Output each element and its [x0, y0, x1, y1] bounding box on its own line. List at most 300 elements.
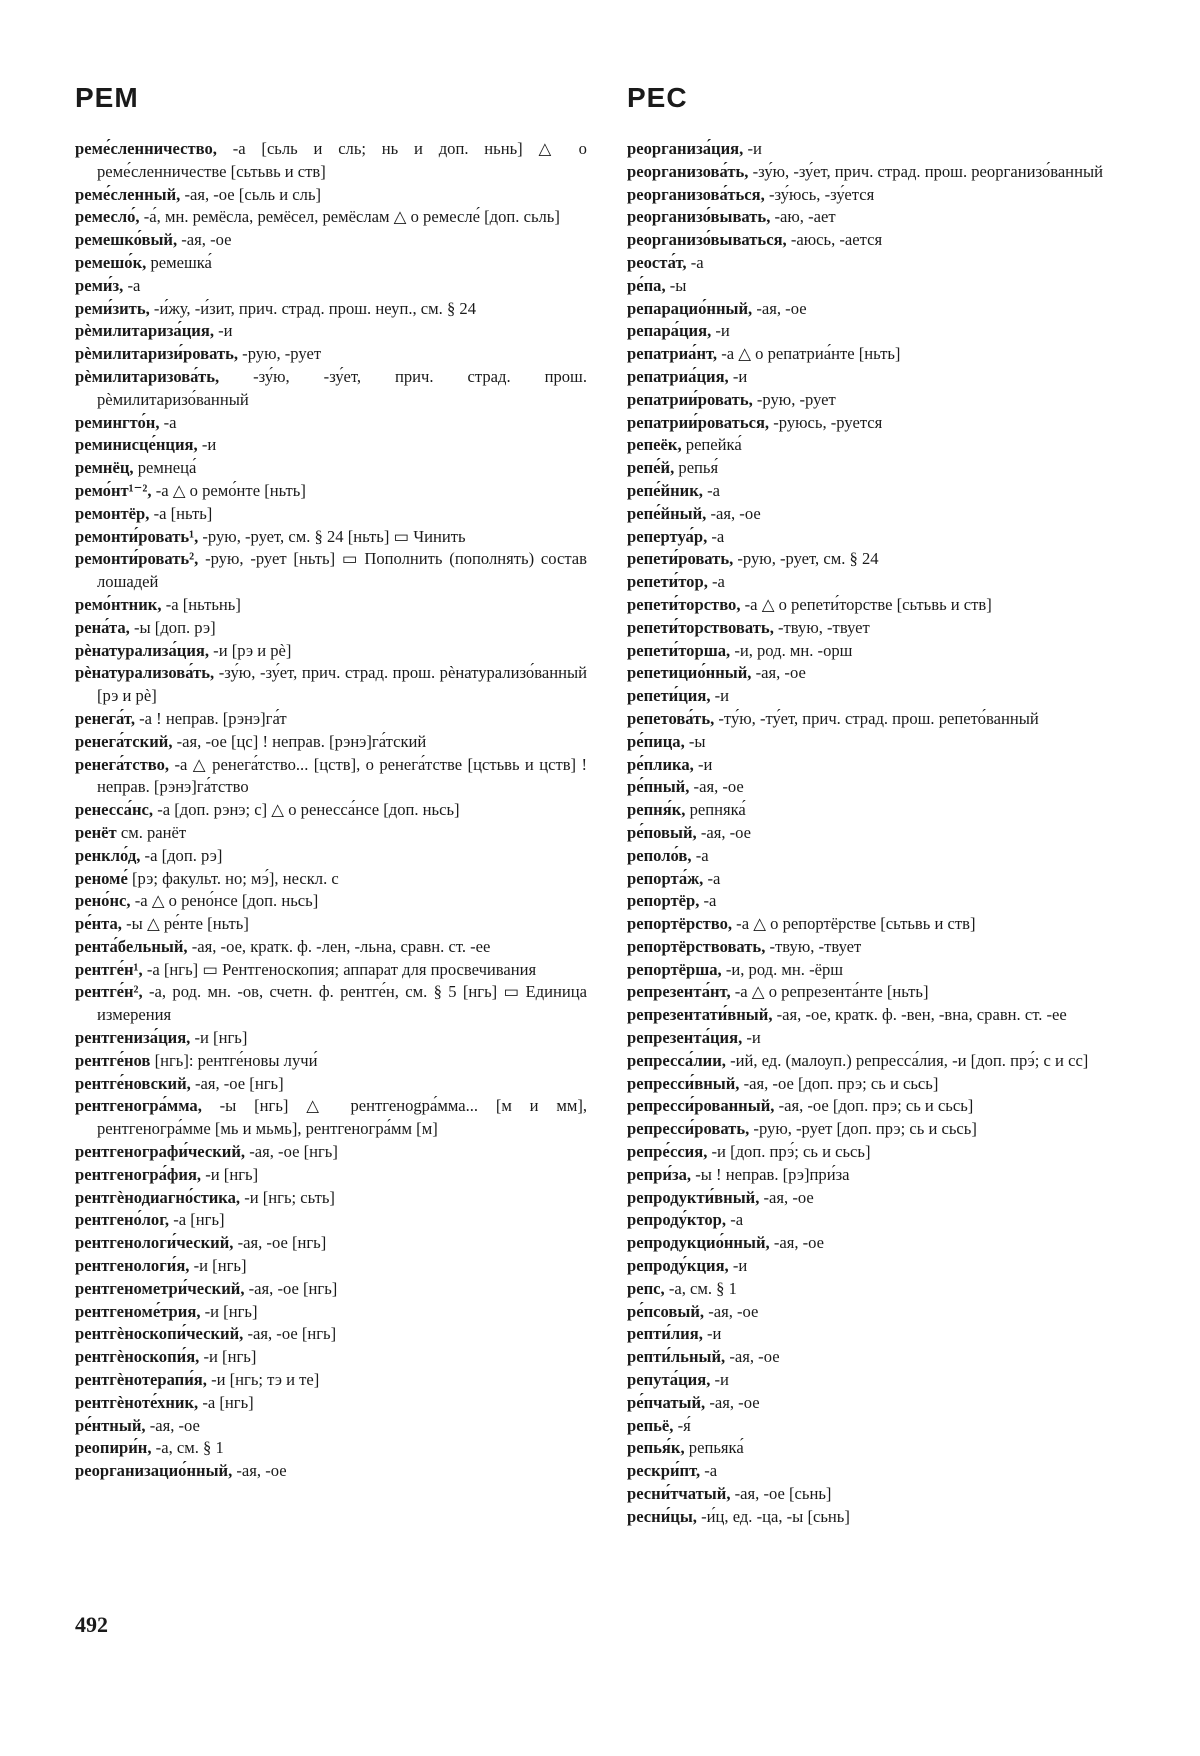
dictionary-entry [75, 1027, 587, 1050]
entry-grammar: -а [707, 868, 721, 888]
entry-headword: реорганизова́ться, [627, 184, 765, 204]
entry-headword: репти́лия, [627, 1324, 703, 1344]
entry-grammar: -ая, -ое [нгь] [247, 1324, 337, 1344]
dictionary-entry [75, 548, 587, 594]
entry-headword: ремо́нтник, [75, 594, 162, 614]
entry-headword: рентгѐнодиагно́стика, [75, 1187, 241, 1207]
entry-headword: реме́сленничество, [75, 139, 217, 158]
entry-grammar: -и [доп. прэ́; сь и сьсь] [711, 1142, 871, 1162]
dictionary-entry [627, 571, 1139, 594]
dictionary-entry [75, 1460, 587, 1483]
entry-headword: репня́к, [627, 800, 686, 820]
dictionary-entry [75, 1255, 587, 1278]
entry-headword: репети́торство, [627, 594, 741, 614]
dictionary-entry [627, 389, 1139, 412]
entry-headword: рентгеноме́трия, [75, 1301, 201, 1321]
entry-headword: репродукцио́нный, [627, 1233, 770, 1253]
dictionary-entry [627, 845, 1139, 868]
entry-headword: ремешо́к, [75, 252, 147, 272]
dictionary-entry [75, 1073, 587, 1096]
entry-grammar: -а [ньтьнь] [165, 594, 241, 614]
dictionary-entry [627, 526, 1139, 549]
entry-grammar: -ая, -ое [755, 663, 806, 683]
entry-headword: ренёт [75, 822, 117, 842]
entry-headword: реноме́ [75, 868, 128, 888]
entry-headword: рена́та, [75, 617, 130, 637]
entry-grammar: -а [704, 1461, 718, 1481]
dictionary-entry [75, 1301, 587, 1324]
entry-grammar: -а [695, 845, 709, 865]
dictionary-entry [627, 1323, 1139, 1346]
dictionary-entry [627, 1506, 1139, 1529]
entry-headword: репети́ровать, [627, 549, 734, 569]
entry-headword: репара́ция, [627, 321, 712, 341]
dictionary-entry [75, 913, 587, 936]
entry-headword: репресса́лии, [627, 1050, 726, 1070]
entry-grammar: -руюсь, -руется [773, 412, 883, 432]
dictionary-entry [627, 184, 1139, 207]
dictionary-entry [627, 617, 1139, 640]
entry-grammar: -ая, -ое [доп. прэ; сь и сьсь] [778, 1096, 974, 1116]
entry-grammar: -зу́ю, -зу́ет, прич. страд. прош. реорганизо́ванный [752, 161, 1103, 181]
entry-grammar: -и [746, 1028, 761, 1048]
entry-grammar: репняка́ [689, 800, 746, 820]
entry-grammar: -и [697, 754, 713, 774]
entry-grammar: репьяка́ [688, 1438, 744, 1458]
entry-grammar: [нгь]: рентге́новы лучи́ [154, 1050, 318, 1070]
entry-headword: ремешко́вый, [75, 230, 178, 250]
entry-headword: ремо́нт¹⁻², [75, 480, 152, 500]
entry-grammar: -ая, -ое [нгь] [248, 1278, 338, 1298]
dictionary-entry [75, 1437, 587, 1460]
dictionary-entry [75, 936, 587, 959]
entry-grammar: -ая, -ое [729, 1347, 780, 1367]
entry-grammar: -а [доп. рэ] [144, 845, 223, 865]
dictionary-entry [75, 1141, 587, 1164]
dictionary-entry [627, 298, 1139, 321]
dictionary-entry [627, 799, 1139, 822]
entry-grammar: -и [218, 321, 233, 341]
dictionary-entry [627, 731, 1139, 754]
dictionary-entry [75, 1392, 587, 1415]
entry-headword: репортёр, [627, 891, 700, 911]
entry-grammar: -а [ньть] [153, 503, 213, 523]
entry-headword: ре́пчатый, [627, 1392, 706, 1412]
entry-grammar: -ы △ ре́нте [ньть] [126, 914, 249, 934]
entry-headword: репертуа́р, [627, 526, 708, 546]
entry-headword: рѐмилитаризова́ть, [75, 366, 220, 386]
left-column [75, 138, 587, 1483]
entry-grammar: -а [730, 1210, 744, 1230]
entry-headword: ре́пный, [627, 777, 690, 797]
dictionary-entry [627, 936, 1139, 959]
entry-headword: репроду́кция, [627, 1256, 729, 1276]
dictionary-entry [627, 1301, 1139, 1324]
entry-headword: рено́нс, [75, 891, 131, 911]
entry-grammar: -а [сьль и сль; нь и доп. ньнь] △ о реме́сленничестве [сьтьвь и ств] [97, 139, 587, 181]
entry-headword: рѐнатурализа́ция, [75, 640, 210, 660]
entry-headword: рентгениза́ция, [75, 1028, 191, 1048]
entry-headword: репорта́ж, [627, 868, 704, 888]
dictionary-entry [627, 1483, 1139, 1506]
dictionary-entry [75, 822, 587, 845]
entry-headword: репрезента́нт, [627, 982, 731, 1002]
entry-grammar: -рую, -рует, см. § 24 [737, 549, 879, 569]
entry-grammar: -ы [669, 275, 687, 295]
entry-grammar: -ая, -ое [цс] ! неправ. [рэнэ]га́тский [176, 731, 427, 751]
dictionary-entry [75, 754, 587, 800]
entry-grammar: -ая, -ое [181, 230, 232, 250]
entry-headword: рѐнатурализова́ть, [75, 663, 215, 683]
entry-grammar: -и [747, 139, 762, 158]
entry-grammar: -а, см. § 1 [155, 1438, 224, 1458]
dictionary-entry [627, 1141, 1139, 1164]
entry-grammar: -ая, -ое [708, 1301, 759, 1321]
entry-grammar: -и́ц, ед. -ца, -ы [сьнь] [701, 1506, 850, 1526]
dictionary-entry [627, 1118, 1139, 1141]
entry-headword: реоста́т, [627, 252, 687, 272]
entry-headword: репроду́ктор, [627, 1210, 727, 1230]
entry-headword: репута́ция, [627, 1370, 711, 1390]
entry-grammar: -а [690, 252, 704, 272]
entry-grammar: -а́, мн. ремёсла, ремёсел, ремёслам △ о ремесле́ [доп. сьль] [143, 207, 560, 227]
dictionary-entry [75, 1232, 587, 1255]
running-head-right: РЕС [627, 82, 688, 113]
dictionary-entry [627, 708, 1139, 731]
entry-headword: ренкло́д, [75, 845, 141, 865]
dictionary-entry [627, 890, 1139, 913]
dictionary-entry [75, 184, 587, 207]
entry-grammar: -ая, -ое [нгь] [194, 1073, 284, 1093]
dictionary-entry [627, 366, 1139, 389]
dictionary-entry [75, 343, 587, 366]
entry-grammar: -и [нгь] [194, 1028, 248, 1048]
entry-headword: реорганизо́вывать, [627, 207, 771, 227]
dictionary-entry [627, 822, 1139, 845]
dictionary-entry [627, 1073, 1139, 1096]
entry-headword: репети́торствовать, [627, 617, 774, 637]
entry-grammar: -ы [нгь] △ рентгенogра́мма... [м и мм], рентгеногра́мме [мь и мьмь], рентгеногра́мм [м] [97, 1096, 588, 1139]
entry-grammar: -а △ о репортёрстве [сьтьвь и ств] [736, 914, 976, 934]
entry-headword: ре́пица, [627, 731, 685, 751]
dictionary-entry [627, 1027, 1139, 1050]
dictionary-entry [75, 366, 587, 412]
entry-headword: репатриа́ция, [627, 366, 729, 386]
dictionary-entry [627, 1232, 1139, 1255]
entry-grammar: -и [715, 321, 730, 341]
entry-grammar: -ая, -ое [доп. прэ; сь и сьсь] [743, 1073, 939, 1093]
dictionary-entry [75, 1369, 587, 1392]
dictionary-entry [75, 412, 587, 435]
entry-grammar: -а [712, 572, 725, 592]
entry-headword: реме́сленный, [75, 184, 181, 204]
dictionary-entry [75, 526, 587, 549]
entry-headword: реорганизова́ть, [627, 161, 749, 181]
entry-headword: рентге́н², [75, 982, 143, 1002]
entry-grammar: -ий, ед. (малоуп.) репресса́лия, -и [доп. прэ́; с и сс] [730, 1050, 1089, 1070]
dictionary-entry [627, 548, 1139, 571]
dictionary-entry [627, 1095, 1139, 1118]
dictionary-entry [627, 981, 1139, 1004]
dictionary-entry [75, 503, 587, 526]
dictionary-entry [75, 457, 587, 480]
entry-headword: рентгѐнотерапи́я, [75, 1370, 207, 1390]
dictionary-entry [75, 138, 587, 184]
entry-grammar: -ая, -ое [709, 1392, 760, 1412]
entry-grammar: -и, род. мн. -орш [734, 640, 853, 660]
dictionary-entry [75, 1050, 587, 1073]
entry-grammar: -и [нгь; тэ и те] [211, 1370, 320, 1390]
entry-grammar: [рэ; факульт. но; мэ́], нескл. с [131, 868, 339, 888]
dictionary-entry [627, 868, 1139, 891]
dictionary-entry [627, 434, 1139, 457]
entry-headword: ре́повый, [627, 822, 697, 842]
dictionary-entry [75, 298, 587, 321]
entry-headword: ре́плика, [627, 754, 694, 774]
entry-grammar: -я́ [677, 1415, 691, 1435]
dictionary-entry [627, 457, 1139, 480]
dictionary-entry [627, 206, 1139, 229]
dictionary-entry [75, 594, 587, 617]
entry-headword: ремонти́ровать², [75, 549, 199, 569]
entry-grammar: -и, род. мн. -ёрш [725, 959, 844, 979]
entry-grammar: -а △ о репрезента́нте [ньть] [734, 982, 929, 1002]
dictionary-entry [627, 1004, 1139, 1027]
dictionary-entry [75, 617, 587, 640]
entry-grammar: -ая, -ое [236, 1461, 287, 1481]
entry-headword: рентгеногра́фия, [75, 1164, 202, 1184]
entry-grammar: -и [нгь] [204, 1301, 258, 1321]
entry-headword: репс, [627, 1278, 665, 1298]
entry-grammar: -а [163, 412, 177, 432]
entry-grammar: -зу́юсь, -зу́ется [768, 184, 875, 204]
entry-grammar: -и [714, 686, 730, 706]
dictionary-entry [627, 1392, 1139, 1415]
dictionary-entry [627, 662, 1139, 685]
entry-headword: ренега́тство, [75, 754, 170, 774]
entry-headword: репатриа́нт, [627, 344, 718, 364]
entry-headword: репе́й, [627, 458, 675, 478]
entry-headword: рентге́н¹, [75, 959, 143, 979]
entry-grammar: -а ! неправ. [рэнэ]га́т [139, 708, 287, 728]
entry-grammar: -и́жу, -и́зит, прич. страд. прош. неуп., см. § 24 [153, 298, 476, 318]
entry-grammar: -рую, -рует [доп. прэ; сь и сьсь] [753, 1119, 977, 1139]
entry-grammar: -зу́ю, -зу́ет, прич. страд. прош. рѐмилитаризо́ванный [97, 366, 587, 409]
dictionary-entry [627, 640, 1139, 663]
entry-headword: ресни́цы, [627, 1506, 697, 1526]
entry-grammar: -ту́ю, -ту́ет, прич. страд. прош. репето́ванный [718, 708, 1039, 728]
entry-grammar: репейка́ [685, 435, 742, 455]
dictionary-entry [75, 434, 587, 457]
entry-grammar: -ая, -ое [763, 1187, 814, 1207]
entry-grammar: -аюсь, -ается [790, 230, 883, 250]
entry-grammar: -а △ о ремо́нте [ньть] [155, 480, 306, 500]
dictionary-entry [75, 1346, 587, 1369]
entry-headword: репеёк, [627, 435, 682, 455]
dictionary-entry [627, 161, 1139, 184]
entry-grammar: -рую, -рует [ньть] ▭ Пополнить (пополнять) состав лошадей [97, 549, 587, 592]
dictionary-entry [75, 1415, 587, 1438]
dictionary-entry [627, 343, 1139, 366]
entry-headword: репортёрство, [627, 914, 733, 934]
dictionary-entry [75, 868, 587, 891]
entry-headword: репатрии́роваться, [627, 412, 770, 432]
entry-headword: репарацио́нный, [627, 298, 753, 318]
entry-grammar: -а △ о репети́торстве [сьтьвь и ств] [744, 594, 992, 614]
entry-headword: рентгенометри́ческий, [75, 1278, 245, 1298]
dictionary-entry [627, 1460, 1139, 1483]
dictionary-entry [75, 1278, 587, 1301]
entry-grammar: -и [714, 1370, 729, 1390]
dictionary-entry [75, 206, 587, 229]
dictionary-entry [75, 662, 587, 708]
entry-grammar: -а [127, 275, 141, 295]
dictionary-entry [75, 480, 587, 503]
entry-grammar: -а △ о репатриа́нте [ньть] [721, 344, 901, 364]
page-number: 492 [75, 1612, 108, 1637]
entry-grammar: -а [доп. рэнэ; с] △ о ренесса́нсе [доп. ньсь] [157, 800, 460, 820]
dictionary-entry [75, 1323, 587, 1346]
dictionary-entry [75, 1095, 587, 1141]
entry-headword: ремингто́н, [75, 412, 160, 432]
entry-headword: репьё, [627, 1415, 674, 1435]
dictionary-entry [627, 1209, 1139, 1232]
entry-grammar: -ая, -ое [756, 298, 807, 318]
entry-grammar: -ая, -ое [693, 777, 744, 797]
entry-headword: репети́ция, [627, 686, 711, 706]
entry-grammar: -и [нгь; сьть] [244, 1187, 335, 1207]
dictionary-entry [627, 959, 1139, 982]
entry-grammar: -ая, -ое [773, 1233, 825, 1253]
entry-grammar: -ая, -ое, кратк. ф. -вен, -вна, сравн. ст. -ее [776, 1005, 1067, 1025]
entry-grammar: репья́ [678, 458, 719, 478]
entry-headword: репрезента́ция, [627, 1028, 743, 1048]
entry-headword: реми́з, [75, 275, 124, 295]
entry-headword: рѐмилитариза́ция, [75, 321, 214, 341]
dictionary-entry [627, 1369, 1139, 1392]
dictionary-entry [75, 1187, 587, 1210]
entry-grammar: -ая, -ое [700, 822, 752, 842]
entry-headword: рентгенологи́ческий, [75, 1233, 234, 1253]
dictionary-entry [627, 776, 1139, 799]
entry-grammar: -ая, -ое [710, 503, 761, 523]
entry-headword: ре́нта, [75, 914, 122, 934]
entry-headword: репетова́ть, [627, 708, 715, 728]
entry-grammar: -а [711, 526, 725, 546]
entry-grammar: -и [732, 366, 748, 386]
entry-grammar: -зу́ю, -зу́ет, прич. страд. прош. рѐнатурализо́ванный [рэ и рѐ] [97, 663, 587, 706]
entry-headword: репродукти́вный, [627, 1187, 760, 1207]
entry-grammar: -ая, -ое [нгь] [237, 1233, 327, 1253]
dictionary-entry [627, 594, 1139, 617]
entry-grammar: -рую, -рует [756, 389, 836, 409]
dictionary-entry [627, 480, 1139, 503]
entry-headword: ремесло́, [75, 207, 140, 227]
entry-headword: рентгенологи́я, [75, 1256, 190, 1276]
entry-headword: ре́нтный, [75, 1415, 146, 1435]
entry-headword: рента́бельный, [75, 936, 188, 956]
entry-headword: рентгѐноскопи́ческий, [75, 1324, 244, 1344]
entry-headword: рентгено́лог, [75, 1210, 170, 1230]
dictionary-entry [627, 229, 1139, 252]
entry-grammar: -и [нгь] [193, 1256, 247, 1276]
entry-headword: репети́торша, [627, 640, 731, 660]
dictionary-entry [75, 1209, 587, 1232]
entry-headword: рентгеногра́мма, [75, 1096, 202, 1116]
dictionary-entry [75, 981, 587, 1027]
dictionary-entry [75, 799, 587, 822]
dictionary-entry [75, 252, 587, 275]
entry-grammar: -а [703, 891, 717, 911]
entry-grammar: -рую, -рует, см. § 24 [ньть] ▭ Чинить [202, 526, 466, 546]
entry-headword: рѐмилитаризи́ровать, [75, 344, 239, 364]
entry-headword: рентгѐноскопи́я, [75, 1347, 200, 1367]
entry-headword: ремнёц, [75, 458, 134, 478]
dictionary-entry [627, 1437, 1139, 1460]
entry-grammar: -ы ! неправ. [рэ]при́за [695, 1164, 850, 1184]
entry-headword: репья́к, [627, 1438, 685, 1458]
entry-headword: репатрии́ровать, [627, 389, 753, 409]
entry-headword: ренесса́нс, [75, 800, 154, 820]
dictionary-entry [627, 1255, 1139, 1278]
entry-grammar: ремнеца́ [137, 458, 197, 478]
entry-grammar: -а, род. мн. -ов, счетн. ф. рентге́н, см. § 5 [нгь] ▭ Единица измерения [97, 982, 588, 1025]
dictionary-entry [627, 1050, 1139, 1073]
entry-headword: репресси́рованный, [627, 1096, 775, 1116]
entry-grammar: -ая, -ое [сьль и сль] [184, 184, 322, 204]
entry-grammar: -а [707, 480, 720, 500]
entry-grammar: см. ранёт [120, 822, 187, 842]
entry-headword: репресси́ровать, [627, 1119, 750, 1139]
entry-headword: реми́зить, [75, 298, 150, 318]
entry-headword: репре́ссия, [627, 1142, 708, 1162]
entry-grammar: -а [нгь] [173, 1210, 225, 1230]
entry-headword: репетицио́нный, [627, 663, 752, 683]
dictionary-entry [75, 320, 587, 343]
entry-grammar: -твую, -твует [778, 617, 870, 637]
dictionary-entry [627, 252, 1139, 275]
entry-grammar: -ы [доп. рэ] [133, 617, 216, 637]
entry-grammar: -и [732, 1256, 748, 1276]
entry-grammar: -твую, -твует [769, 936, 862, 956]
entry-grammar: -ая, -ое, кратк. ф. -лен, -льна, сравн. ст. -ее [191, 936, 491, 956]
entry-headword: рескри́пт, [627, 1461, 701, 1481]
right-column [627, 138, 1139, 1529]
entry-headword: реполо́в, [627, 845, 692, 865]
entry-headword: ре́па, [627, 275, 666, 295]
entry-headword: ресни́тчатый, [627, 1484, 731, 1504]
entry-headword: реорганизацио́нный, [75, 1461, 233, 1481]
entry-headword: репети́тор, [627, 572, 708, 592]
entry-headword: репресси́вный, [627, 1073, 740, 1093]
entry-grammar: -и [рэ и рѐ] [213, 640, 292, 660]
entry-headword: репе́йный, [627, 503, 707, 523]
entry-grammar: -рую, -рует [242, 344, 322, 364]
entry-headword: репортёрствовать, [627, 936, 766, 956]
dictionary-entry [75, 959, 587, 982]
entry-grammar: -и [707, 1324, 722, 1344]
entry-headword: ренега́т, [75, 708, 135, 728]
entry-headword: рентге́нов [75, 1050, 151, 1070]
dictionary-entry [75, 845, 587, 868]
dictionary-entry [75, 229, 587, 252]
dictionary-entry [627, 1346, 1139, 1369]
entry-headword: репе́йник, [627, 480, 703, 500]
entry-headword: репрезентати́вный, [627, 1005, 773, 1025]
entry-grammar: -ая, -ое [сьнь] [734, 1484, 832, 1504]
entry-headword: реминисце́нция, [75, 435, 198, 455]
dictionary-entry [627, 503, 1139, 526]
